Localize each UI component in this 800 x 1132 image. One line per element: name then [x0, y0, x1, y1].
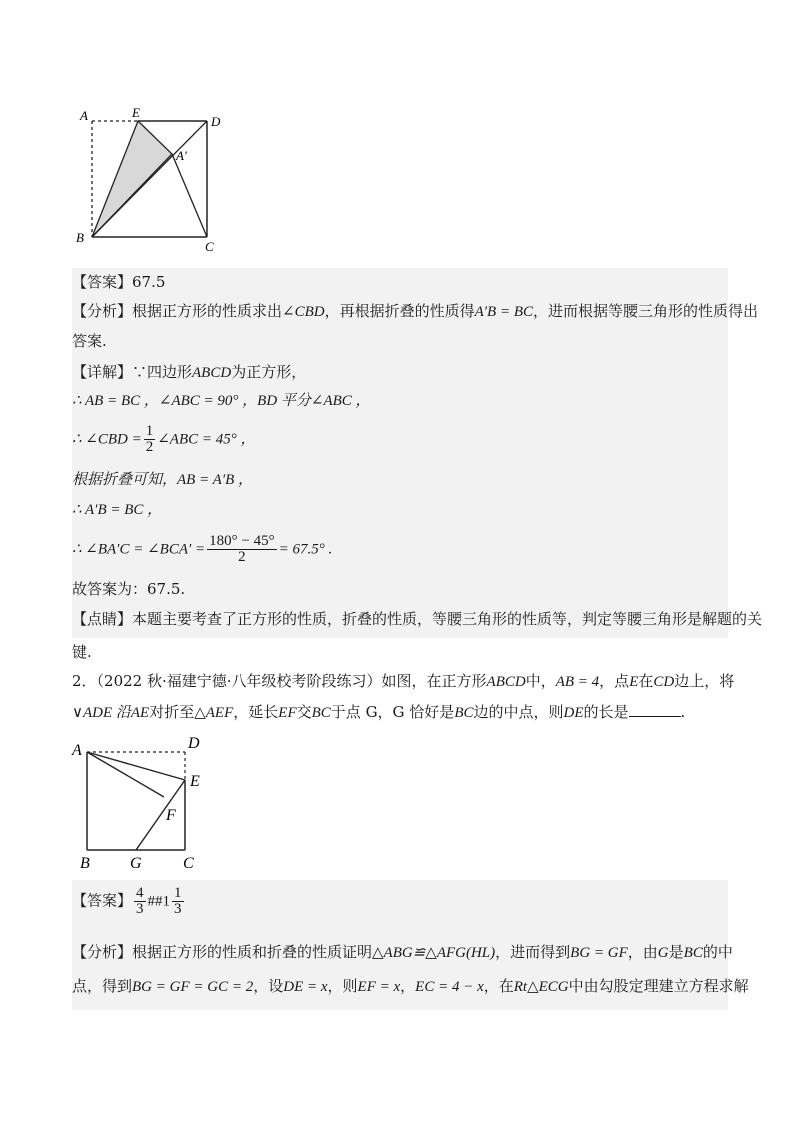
detail-text: 为正方形，	[231, 363, 307, 381]
q2-text: 2．（2022 秋·福建宁德·八年级校考阶段练习）如图，在正方形	[72, 672, 487, 690]
math-text: ∠ABC = 45° ，	[157, 431, 256, 448]
fig1-shaded-triangle	[92, 121, 172, 237]
detail-line-6	[72, 534, 332, 565]
q2-text: ∨ADE 沿	[72, 705, 131, 721]
detail-text: 【详解】∵四边形	[72, 363, 193, 381]
fraction-half: $\frac{1}{2}$	[145, 423, 154, 455]
math-angle-cbd: ∠CBD	[282, 304, 325, 320]
math-cd: CD	[653, 674, 675, 690]
math-text: ∴ ∠BA′C = ∠BCA′ =	[72, 541, 206, 558]
analysis-2-line-2: 点，得到BG = GF = GC = 2，设DE = x，则EF = x，EC = 4 − x，在Rt△ECG中由勾股定理建立方程求解	[72, 977, 749, 995]
fraction-4-3: $\frac{4}{3}$	[136, 885, 144, 917]
detail-line-5: ∴ A′B = BC ，	[72, 502, 163, 518]
analysis-2-line-1: 【分析】根据正方形的性质和折叠的性质证明△ABG≌△AFG(HL)，进而得到BG = GF，由G是BC的中	[72, 943, 733, 961]
fig2-label-e: E	[190, 773, 200, 790]
analysis-line-1	[72, 301, 758, 322]
math-a1b-eq-bc: A′B = BC	[474, 304, 534, 320]
math-abcd: ABCD	[192, 365, 232, 381]
fig1-label-b: B	[76, 230, 84, 245]
detail-line-3	[72, 424, 256, 455]
fig1-label-d: D	[211, 114, 221, 129]
comment-line-1: 【点睛】本题主要考查了正方形的性质，折叠的性质，等腰三角形的性质等，判定等腰三角形是解题的关	[72, 610, 763, 628]
detail-line-4: 根据折叠可知，AB = A′B ，	[72, 472, 254, 488]
solution-block-1	[72, 268, 763, 638]
math-congruence: △ABG≌△AFG(HL)	[372, 945, 496, 961]
fig2-label-c: C	[183, 855, 194, 872]
answer-line-2: 【答案】 $\frac{4}{3}$ ##1 $\frac{1}{3}$	[72, 885, 182, 917]
analysis-text: 【分析】根据正方形的性质求出	[72, 302, 283, 320]
solution-block-2	[72, 880, 749, 1010]
answer-blank	[629, 702, 681, 717]
fig1-label-c: C	[205, 239, 214, 254]
fig2-label-a: A	[72, 742, 82, 759]
math-text: = 67.5° .	[278, 541, 333, 558]
math-text: ∴ ∠CBD =	[72, 431, 142, 448]
comment-line-2: 键.	[72, 643, 92, 661]
fig1-edge-a1c	[172, 154, 207, 237]
fig1-label-a-prime: A′	[176, 148, 187, 163]
fig2-label-g: G	[130, 855, 142, 872]
fig2-label-f: F	[166, 807, 176, 824]
fig1-label-e: E	[132, 105, 140, 120]
analysis-text: ，再根据折叠的性质得	[324, 302, 475, 320]
analysis-line-2: 答案.	[72, 332, 107, 350]
answer-separator: ##1	[147, 893, 171, 910]
fraction-135-over-2: $\frac{180^\circ - 45^\circ}{2}$	[209, 533, 275, 565]
math-e: E	[629, 674, 639, 690]
math-ab-eq-4: AB = 4	[555, 674, 600, 690]
fig2-label-b: B	[80, 855, 90, 872]
fig2-label-d: D	[188, 735, 200, 752]
math-abcd: ABCD	[486, 674, 526, 690]
detail-line-7: 故答案为：67.5.	[72, 580, 186, 598]
fig2-line-eg	[136, 780, 185, 850]
detail-line-1	[72, 362, 306, 383]
fig2-line-ae	[87, 752, 185, 780]
detail-line-2: ∴ AB = BC ，∠ABC = 90° ，BD 平分∠ABC ，	[72, 393, 371, 409]
analysis-text: ，进而根据等腰三角形的性质得出	[533, 302, 759, 320]
answer-line: 【答案】67.5	[72, 273, 166, 291]
question-2-line-2: ∨ADE 沿AE对折至△AEF，延长EF交BC于点 G，G 恰好是BC边的中点，则DE的长是 .	[72, 703, 686, 721]
fraction-1-3: $\frac{1}{3}$	[174, 885, 182, 917]
figure-2-folded-square	[70, 730, 220, 878]
fig2-line-af	[87, 752, 164, 797]
figure-1-folded-square	[74, 104, 234, 254]
question-2-line-1: 2．（2022 秋·福建宁德·八年级校考阶段练习）如图，在正方形ABCD中，AB = 4，点E在CD边上，将	[72, 672, 735, 690]
fig1-label-a: A	[80, 108, 88, 123]
